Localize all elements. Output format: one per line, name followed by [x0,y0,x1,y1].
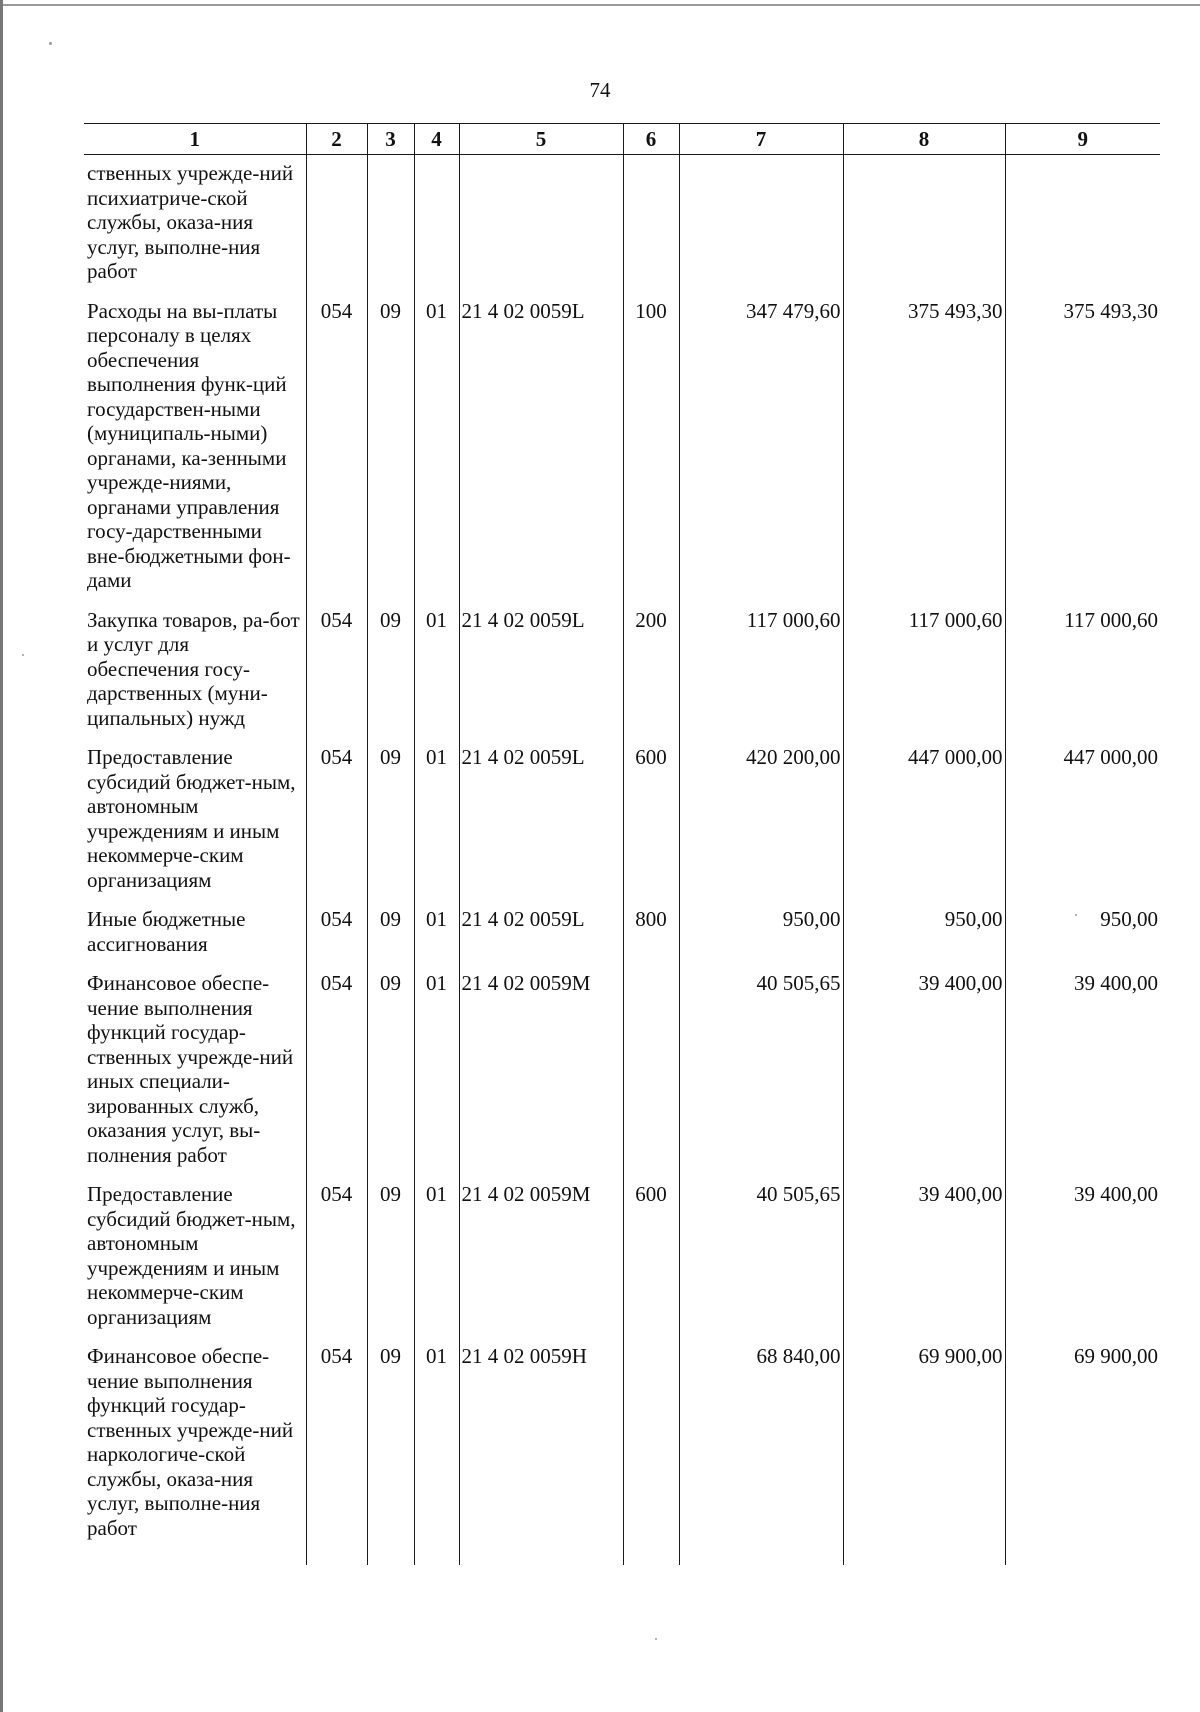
target-article-cell [459,155,623,293]
ministry-code-cell: 054 [306,1338,367,1565]
target-article-cell: 21 4 02 0059L [459,739,623,901]
scan-speck [49,42,52,45]
table-row [84,901,1160,965]
sum-year3-cell: 39 400,00 [1005,965,1160,1176]
row-name-cell: Расходы на вы-платы персоналу в целях обеспечения выполнения функ-ций государствен-ными (муниципаль-ными) органами, ка-зенными учрежде-ниями, органами управления госу-дарственными вне-бюджетными фон-дами [84,293,306,602]
target-article-cell: 21 4 02 0059L [459,602,623,740]
target-article-cell: 21 4 02 0059L [459,293,623,602]
column-header: 5 [459,124,623,155]
section-code-cell: 09 [367,901,414,965]
section-code-cell: 09 [367,602,414,740]
subsection-code-cell: 01 [414,1176,459,1338]
target-article-cell: 21 4 02 0059L [459,901,623,965]
subsection-code-cell [414,155,459,293]
page-number: 74 [589,78,611,102]
target-article-cell: 21 4 02 0059H [459,1338,623,1565]
section-code-cell: 09 [367,739,414,901]
ministry-code-cell: 054 [306,901,367,965]
sum-year1-cell: 420 200,00 [679,739,843,901]
row-name-cell: Иные бюджетные ассигнования [84,901,306,965]
sum-year2-cell: 447 000,00 [843,739,1005,901]
column-header: 8 [843,124,1005,155]
section-code-cell: 09 [367,1176,414,1338]
ministry-code-cell [306,155,367,293]
subsection-code-cell: 01 [414,901,459,965]
budget-table [84,123,1160,1565]
subsection-code-cell: 01 [414,739,459,901]
sum-year1-cell: 950,00 [679,901,843,965]
sum-year1-cell: 40 505,65 [679,965,843,1176]
column-header: 6 [623,124,679,155]
expense-type-cell: 600 [623,1176,679,1338]
row-name-cell: Предоставление субсидий бюджет-ным, автономным учреждениям и иным некоммерче-ским организациям [84,1176,306,1338]
section-code-cell: 09 [367,293,414,602]
table-header-row [84,124,1160,155]
sum-year3-cell [1005,155,1160,293]
row-name-cell: ственных учрежде-ний психиатриче-ской службы, оказа-ния услуг, выполне-ния работ [84,155,306,293]
sum-year2-cell: 950,00 [843,901,1005,965]
subsection-code-cell: 01 [414,1338,459,1565]
column-header: 3 [367,124,414,155]
row-name-cell: Предоставление субсидий бюджет-ным, автономным учреждениям и иным некоммерче-ским организациям [84,739,306,901]
subsection-code-cell: 01 [414,293,459,602]
sum-year2-cell: 39 400,00 [843,1176,1005,1338]
expense-type-cell: 800 [623,901,679,965]
ministry-code-cell: 054 [306,1176,367,1338]
sum-year1-cell [679,155,843,293]
table-row [84,1176,1160,1338]
expense-type-cell [623,155,679,293]
sum-year2-cell: 375 493,30 [843,293,1005,602]
table-row [84,155,1160,293]
expense-type-cell: 600 [623,739,679,901]
sum-year2-cell: 117 000,60 [843,602,1005,740]
section-code-cell [367,155,414,293]
table-row [84,1338,1160,1565]
column-header: 1 [84,124,306,155]
section-code-cell: 09 [367,965,414,1176]
column-header: 2 [306,124,367,155]
target-article-cell: 21 4 02 0059M [459,1176,623,1338]
sum-year1-cell: 40 505,65 [679,1176,843,1338]
expense-type-cell: 200 [623,602,679,740]
table-row [84,293,1160,602]
ministry-code-cell: 054 [306,739,367,901]
column-header: 7 [679,124,843,155]
scan-speck [22,654,24,656]
table-row [84,602,1160,740]
table-row [84,739,1160,901]
subsection-code-cell: 01 [414,602,459,740]
row-name-cell: Финансовое обеспе-чение выполнения функций государ-ственных учрежде-ний иных специали-зированных служб, оказания услуг, вы-полнения работ [84,965,306,1176]
sum-year3-cell: 117 000,60 [1005,602,1160,740]
sum-year3-cell: 447 000,00 [1005,739,1160,901]
sum-year2-cell [843,155,1005,293]
sum-year2-cell: 39 400,00 [843,965,1005,1176]
table-row [84,965,1160,1176]
sum-year1-cell: 117 000,60 [679,602,843,740]
expense-type-cell [623,965,679,1176]
section-code-cell: 09 [367,1338,414,1565]
scan-edge-left [0,0,3,1712]
sum-year2-cell: 69 900,00 [843,1338,1005,1565]
sum-year3-cell: 375 493,30 [1005,293,1160,602]
row-name-cell: Закупка товаров, ра-бот и услуг для обеспечения госу-дарственных (муни-ципальных) нужд [84,602,306,740]
ministry-code-cell: 054 [306,965,367,1176]
sum-year3-cell: 39 400,00 [1005,1176,1160,1338]
sum-year3-cell: 950,00 [1005,901,1160,965]
sum-year1-cell: 347 479,60 [679,293,843,602]
ministry-code-cell: 054 [306,293,367,602]
scan-edge-top [0,4,1200,6]
subsection-code-cell: 01 [414,965,459,1176]
expense-type-cell [623,1338,679,1565]
row-name-cell: Финансовое обеспе-чение выполнения функций государ-ственных учрежде-ний наркологиче-ской службы, оказа-ния услуг, выполне-ния работ [84,1338,306,1565]
sum-year3-cell: 69 900,00 [1005,1338,1160,1565]
target-article-cell: 21 4 02 0059M [459,965,623,1176]
column-header: 9 [1005,124,1160,155]
scan-speck [655,1638,657,1640]
ministry-code-cell: 054 [306,602,367,740]
column-header: 4 [414,124,459,155]
expense-type-cell: 100 [623,293,679,602]
sum-year1-cell: 68 840,00 [679,1338,843,1565]
